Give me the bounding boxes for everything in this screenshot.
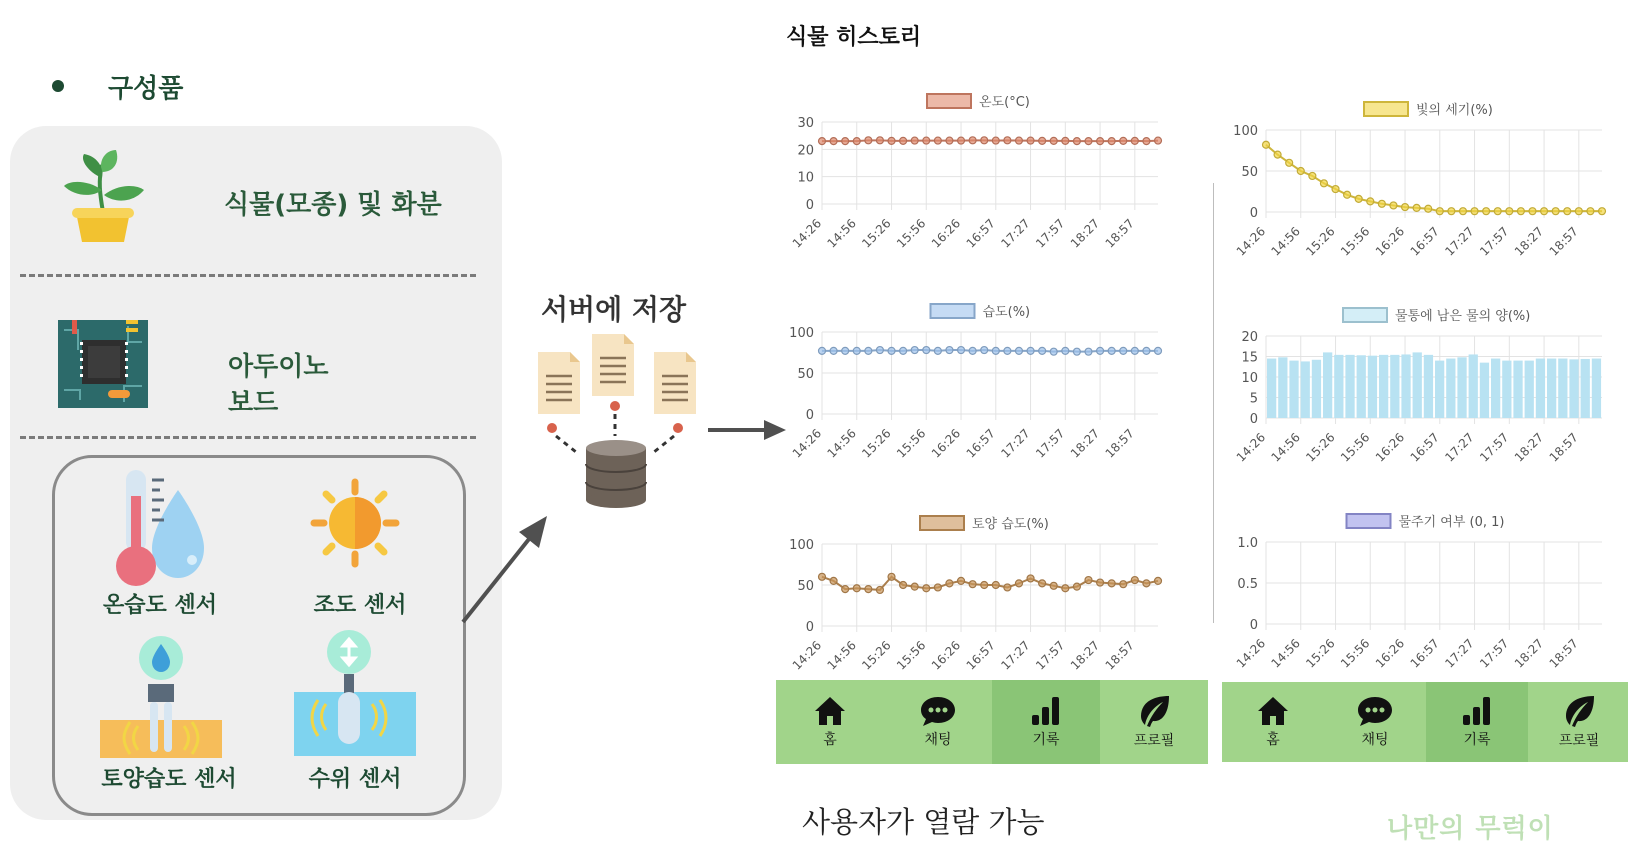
- data-point: [865, 137, 872, 144]
- x-tick-label: 17:57: [1477, 224, 1512, 259]
- bar: [1368, 356, 1377, 418]
- data-point: [1097, 579, 1104, 586]
- x-tick-label: 16:57: [963, 426, 998, 461]
- divider-1: [20, 274, 476, 277]
- data-point: [1413, 204, 1420, 211]
- chat-bubble-icon: [1356, 695, 1394, 727]
- x-tick-label: 18:57: [1102, 638, 1137, 673]
- data-point: [1004, 584, 1011, 591]
- legend-swatch: [920, 516, 964, 530]
- bar: [1357, 355, 1366, 418]
- bar: [1278, 357, 1287, 418]
- y-tick-label: 20: [1241, 330, 1258, 345]
- data-point: [1108, 138, 1115, 145]
- x-tick-label: 18:57: [1102, 216, 1137, 251]
- legend-label: 물통에 남은 물의 양(%): [1395, 309, 1531, 324]
- x-tick-label: 15:56: [894, 216, 929, 251]
- document-icon: [592, 334, 634, 396]
- x-tick-label: 16:26: [928, 638, 964, 673]
- data-point: [946, 580, 953, 587]
- data-point: [876, 347, 883, 354]
- y-tick-label: 100: [789, 538, 814, 553]
- data-point: [830, 347, 837, 354]
- data-point: [830, 577, 837, 584]
- data-point: [1587, 208, 1594, 215]
- data-point: [911, 347, 918, 354]
- data-point: [1050, 348, 1057, 355]
- y-tick-label: 0: [805, 408, 814, 423]
- x-tick-label: 14:56: [1268, 636, 1303, 671]
- data-point: [853, 347, 860, 354]
- bar: [1345, 355, 1354, 418]
- component-arduino-label-line2: 보드: [228, 388, 279, 418]
- legend-label: 습도(%): [982, 305, 1031, 320]
- nav-profile[interactable]: 프로필: [1100, 680, 1208, 764]
- x-tick-label: 18:27: [1067, 638, 1103, 673]
- x-tick-label: 15:56: [1338, 430, 1373, 465]
- legend-swatch: [927, 94, 971, 108]
- x-tick-label: 14:56: [1268, 224, 1303, 259]
- data-point: [958, 137, 965, 144]
- data-point: [923, 137, 930, 144]
- arrow-to-server-icon: [455, 510, 555, 630]
- x-tick-label: 18:57: [1546, 636, 1581, 671]
- data-point: [1027, 575, 1034, 582]
- water-tank-chart: [1222, 300, 1622, 500]
- arrow-to-history-icon: [706, 418, 788, 442]
- data-point: [1143, 580, 1150, 587]
- bar: [1592, 359, 1601, 418]
- sensor-soil-label: 토양습도 센서: [101, 767, 237, 792]
- y-tick-label: 50: [1241, 165, 1258, 180]
- data-point: [1274, 151, 1281, 158]
- watermark-logo: 나만의 무럭이: [1387, 814, 1554, 844]
- data-point: [842, 138, 849, 145]
- data-point: [1039, 347, 1046, 354]
- bar: [1323, 352, 1332, 418]
- data-point: [1344, 191, 1351, 198]
- server-database-icon: [530, 332, 705, 510]
- data-point: [1027, 137, 1034, 144]
- legend-swatch: [1343, 308, 1387, 322]
- user-access-caption: 사용자가 열람 가능: [802, 805, 1045, 839]
- x-tick-label: 18:57: [1546, 430, 1581, 465]
- x-tick-label: 18:27: [1511, 430, 1547, 465]
- x-tick-label: 17:57: [1033, 426, 1068, 461]
- bar: [1446, 359, 1455, 418]
- bar: [1401, 354, 1410, 418]
- data-point: [1378, 200, 1385, 207]
- data-point: [1015, 137, 1022, 144]
- data-point: [888, 137, 895, 144]
- y-tick-label: 10: [1241, 371, 1258, 386]
- water-level-sensor-icon: [294, 630, 416, 758]
- bar: [1569, 359, 1578, 418]
- sensor-light-label: 조도 센서: [313, 593, 407, 618]
- bar: [1480, 363, 1489, 418]
- x-tick-label: 17:27: [1442, 636, 1477, 671]
- x-tick-label: 16:26: [928, 216, 964, 251]
- data-point: [969, 581, 976, 588]
- x-tick-label: 16:26: [1372, 430, 1408, 465]
- bar: [1547, 359, 1556, 418]
- nav-home[interactable]: 홈: [776, 680, 884, 764]
- data-point: [1564, 208, 1571, 215]
- leaf-icon: [1562, 694, 1596, 728]
- x-tick-label: 17:57: [1033, 638, 1068, 673]
- bottom-nav-right: [1222, 682, 1628, 762]
- data-point: [819, 138, 826, 145]
- x-tick-label: 14:26: [789, 426, 825, 461]
- y-tick-label: 30: [797, 116, 814, 131]
- data-point: [969, 347, 976, 354]
- legend-label: 빛의 세기(%): [1416, 103, 1493, 118]
- x-tick-label: 17:27: [998, 638, 1033, 673]
- y-tick-label: 0: [1249, 618, 1258, 633]
- series-line: [1266, 145, 1602, 211]
- y-tick-label: 0: [805, 198, 814, 213]
- data-point: [1529, 208, 1536, 215]
- data-point: [923, 347, 930, 354]
- data-point: [981, 347, 988, 354]
- bar: [1289, 361, 1298, 418]
- data-point: [1073, 138, 1080, 145]
- data-point: [1332, 186, 1339, 193]
- y-tick-label: 15: [1241, 350, 1258, 366]
- data-point: [958, 347, 965, 354]
- data-point: [900, 137, 907, 144]
- x-tick-label: 14:26: [1233, 224, 1269, 259]
- x-tick-label: 18:57: [1102, 426, 1137, 461]
- data-point: [946, 137, 953, 144]
- data-point: [1517, 208, 1524, 215]
- x-tick-label: 14:56: [1268, 430, 1303, 465]
- data-point: [853, 138, 860, 145]
- data-point: [1402, 204, 1409, 211]
- data-point: [1120, 137, 1127, 144]
- data-point: [1390, 202, 1397, 209]
- x-tick-label: 15:56: [894, 426, 929, 461]
- data-point: [1073, 583, 1080, 590]
- x-tick-label: 17:27: [1442, 430, 1477, 465]
- x-tick-label: 16:26: [1372, 224, 1408, 259]
- data-point: [1085, 348, 1092, 355]
- data-point: [819, 347, 826, 354]
- x-tick-label: 14:56: [824, 638, 859, 673]
- x-tick-label: 17:27: [998, 426, 1033, 461]
- legend-label: 토양 습도(%): [972, 517, 1049, 532]
- data-point: [842, 347, 849, 354]
- soil-moisture-chart: [778, 508, 1178, 708]
- data-point: [1155, 347, 1162, 354]
- data-point: [1108, 347, 1115, 354]
- bar-chart-icon: [1029, 695, 1063, 727]
- data-point: [1050, 137, 1057, 144]
- document-icon: [654, 352, 696, 414]
- x-tick-label: 14:26: [789, 216, 825, 251]
- legend-swatch: [931, 304, 975, 318]
- bar: [1435, 361, 1444, 418]
- x-tick-label: 15:26: [1303, 636, 1338, 671]
- data-point: [1015, 580, 1022, 587]
- x-tick-label: 16:57: [1407, 636, 1442, 671]
- data-point: [1108, 580, 1115, 587]
- bar: [1379, 355, 1388, 418]
- data-point: [1131, 347, 1138, 354]
- data-point: [1459, 208, 1466, 215]
- bar: [1390, 355, 1399, 418]
- data-point: [1039, 580, 1046, 587]
- data-point: [1494, 208, 1501, 215]
- data-point: [865, 586, 872, 593]
- bullet-dot: [52, 80, 64, 92]
- y-tick-label: 0: [1249, 206, 1258, 221]
- light-chart: [1222, 94, 1622, 294]
- x-tick-label: 15:56: [1338, 636, 1373, 671]
- data-point: [1050, 582, 1057, 589]
- nav-home[interactable]: 홈: [1222, 682, 1324, 762]
- data-point: [1355, 195, 1362, 202]
- data-point: [1155, 137, 1162, 144]
- data-point: [1436, 208, 1443, 215]
- chat-bubble-icon: [919, 695, 957, 727]
- data-point: [1062, 137, 1069, 144]
- data-point: [1263, 141, 1270, 148]
- data-point: [1120, 347, 1127, 354]
- legend-swatch: [1347, 514, 1391, 528]
- data-point: [1131, 137, 1138, 144]
- x-tick-label: 14:56: [824, 426, 859, 461]
- humidity-chart: [778, 296, 1178, 496]
- watering-chart: [1222, 506, 1622, 706]
- data-point: [1143, 138, 1150, 145]
- x-tick-label: 17:57: [1477, 636, 1512, 671]
- data-point: [888, 573, 895, 580]
- sensor-temp-humid-label: 온습도 센서: [103, 593, 217, 618]
- data-point: [934, 347, 941, 354]
- x-tick-label: 16:57: [1407, 430, 1442, 465]
- data-point: [1085, 577, 1092, 584]
- x-tick-label: 16:57: [1407, 224, 1442, 259]
- x-tick-label: 18:57: [1546, 224, 1581, 259]
- data-point: [992, 137, 999, 144]
- x-tick-label: 14:26: [1233, 430, 1269, 465]
- x-tick-label: 16:57: [963, 216, 998, 251]
- x-tick-label: 17:57: [1033, 216, 1068, 251]
- nav-profile[interactable]: 프로필: [1528, 682, 1628, 762]
- data-point: [911, 137, 918, 144]
- plant-pot-icon: [58, 150, 148, 250]
- data-point: [888, 347, 895, 354]
- data-point: [981, 137, 988, 144]
- divider-2: [20, 436, 476, 439]
- bar: [1457, 357, 1466, 418]
- data-point: [1286, 159, 1293, 166]
- components-heading: 구성품: [108, 74, 184, 104]
- nav-records[interactable]: 기록: [992, 680, 1100, 764]
- data-point: [934, 584, 941, 591]
- data-point: [1027, 347, 1034, 354]
- data-point: [1425, 205, 1432, 212]
- sun-icon: [310, 478, 400, 568]
- data-point: [1448, 208, 1455, 215]
- database-cylinder: [586, 440, 646, 508]
- thermometer-drop-icon: [110, 470, 210, 588]
- sensor-water-level-label: 수위 센서: [308, 767, 402, 792]
- legend-label: 온도(°C): [979, 95, 1030, 110]
- data-point: [1506, 208, 1513, 215]
- data-point: [1541, 208, 1548, 215]
- x-tick-label: 15:26: [859, 426, 894, 461]
- x-tick-label: 18:27: [1067, 426, 1103, 461]
- y-tick-label: 0: [1249, 412, 1258, 427]
- data-point: [1483, 208, 1490, 215]
- data-point: [969, 137, 976, 144]
- data-point: [1552, 208, 1559, 215]
- component-plant-label: 식물(모종) 및 화분: [224, 190, 442, 220]
- temperature-chart: [778, 86, 1178, 286]
- bar: [1536, 359, 1545, 418]
- data-point: [958, 577, 965, 584]
- data-point: [911, 583, 918, 590]
- data-point: [923, 585, 930, 592]
- bar-chart-icon: [1460, 695, 1494, 727]
- y-tick-label: 100: [789, 326, 814, 341]
- data-point: [1471, 208, 1478, 215]
- bar: [1525, 361, 1534, 418]
- x-tick-label: 15:26: [859, 216, 894, 251]
- data-point: [1131, 577, 1138, 584]
- bar: [1502, 361, 1511, 418]
- soil-sensor-icon: [100, 636, 222, 758]
- bar: [1424, 355, 1433, 418]
- y-tick-label: 20: [797, 143, 814, 159]
- data-point: [992, 347, 999, 354]
- data-point: [900, 582, 907, 589]
- x-tick-label: 16:57: [963, 638, 998, 673]
- data-point: [1097, 138, 1104, 145]
- bar: [1267, 359, 1276, 418]
- arduino-board-icon: [58, 320, 148, 408]
- bar: [1581, 359, 1590, 418]
- bar: [1312, 360, 1321, 418]
- data-point: [876, 586, 883, 593]
- data-point: [900, 347, 907, 354]
- data-point: [876, 137, 883, 144]
- data-point: [1039, 137, 1046, 144]
- legend-swatch: [1364, 102, 1408, 116]
- x-tick-label: 14:56: [824, 216, 859, 251]
- data-point: [1062, 347, 1069, 354]
- y-tick-label: 5: [1249, 391, 1258, 407]
- data-point: [1062, 585, 1069, 592]
- x-tick-label: 16:26: [928, 426, 964, 461]
- data-point: [819, 573, 826, 580]
- bottom-nav-left: [776, 680, 1208, 764]
- data-point: [946, 347, 953, 354]
- y-tick-label: 100: [1233, 124, 1258, 139]
- x-tick-label: 14:26: [1233, 636, 1269, 671]
- x-tick-label: 15:26: [859, 638, 894, 673]
- history-title: 식물 히스토리: [786, 25, 922, 50]
- data-point: [853, 585, 860, 592]
- data-point: [981, 582, 988, 589]
- server-title: 서버에 저장: [541, 293, 686, 326]
- bar: [1469, 354, 1478, 418]
- home-icon: [1256, 695, 1290, 727]
- x-tick-label: 15:56: [1338, 224, 1373, 259]
- data-point: [1575, 208, 1582, 215]
- data-point: [1309, 172, 1316, 179]
- data-point: [1073, 348, 1080, 355]
- data-point: [1367, 198, 1374, 205]
- data-point: [1599, 208, 1606, 215]
- x-tick-label: 14:26: [789, 638, 825, 673]
- component-arduino-label-line1: 아두이노: [228, 352, 329, 382]
- nav-chat[interactable]: 채팅: [1324, 682, 1426, 762]
- bar: [1301, 361, 1310, 418]
- y-tick-label: 50: [797, 367, 814, 382]
- data-point: [1120, 581, 1127, 588]
- x-tick-label: 18:27: [1067, 216, 1103, 251]
- data-point: [1143, 347, 1150, 354]
- data-point: [1015, 347, 1022, 354]
- bar: [1334, 355, 1343, 418]
- bar: [1491, 359, 1500, 418]
- data-point: [1155, 577, 1162, 584]
- data-point: [934, 137, 941, 144]
- x-tick-label: 15:26: [1303, 430, 1338, 465]
- y-tick-label: 1.0: [1237, 536, 1258, 551]
- x-tick-label: 17:27: [998, 216, 1033, 251]
- nav-chat[interactable]: 채팅: [884, 680, 992, 764]
- bar: [1513, 361, 1522, 418]
- nav-records[interactable]: 기록: [1426, 682, 1528, 762]
- bar: [1558, 359, 1567, 418]
- x-tick-label: 17:57: [1477, 430, 1512, 465]
- leaf-icon: [1137, 694, 1171, 728]
- y-tick-label: 0.5: [1237, 577, 1258, 592]
- x-tick-label: 15:56: [894, 638, 929, 673]
- panel-divider: [1213, 183, 1214, 623]
- x-tick-label: 17:27: [1442, 224, 1477, 259]
- data-point: [1004, 137, 1011, 144]
- data-point: [1297, 168, 1304, 175]
- y-tick-label: 10: [797, 170, 814, 186]
- document-icon: [538, 352, 580, 414]
- data-point: [1085, 138, 1092, 145]
- data-point: [830, 138, 837, 145]
- y-tick-label: 50: [797, 579, 814, 594]
- x-tick-label: 16:26: [1372, 636, 1408, 671]
- data-point: [992, 582, 999, 589]
- data-point: [865, 347, 872, 354]
- x-tick-label: 15:26: [1303, 224, 1338, 259]
- bar: [1413, 352, 1422, 418]
- x-tick-label: 18:27: [1511, 636, 1547, 671]
- data-point: [1320, 180, 1327, 187]
- x-tick-label: 18:27: [1511, 224, 1547, 259]
- legend-label: 물주기 여부 (0, 1): [1398, 515, 1505, 530]
- home-icon: [813, 695, 847, 727]
- y-tick-label: 0: [805, 620, 814, 635]
- data-point: [1004, 347, 1011, 354]
- data-point: [842, 586, 849, 593]
- data-point: [1097, 347, 1104, 354]
